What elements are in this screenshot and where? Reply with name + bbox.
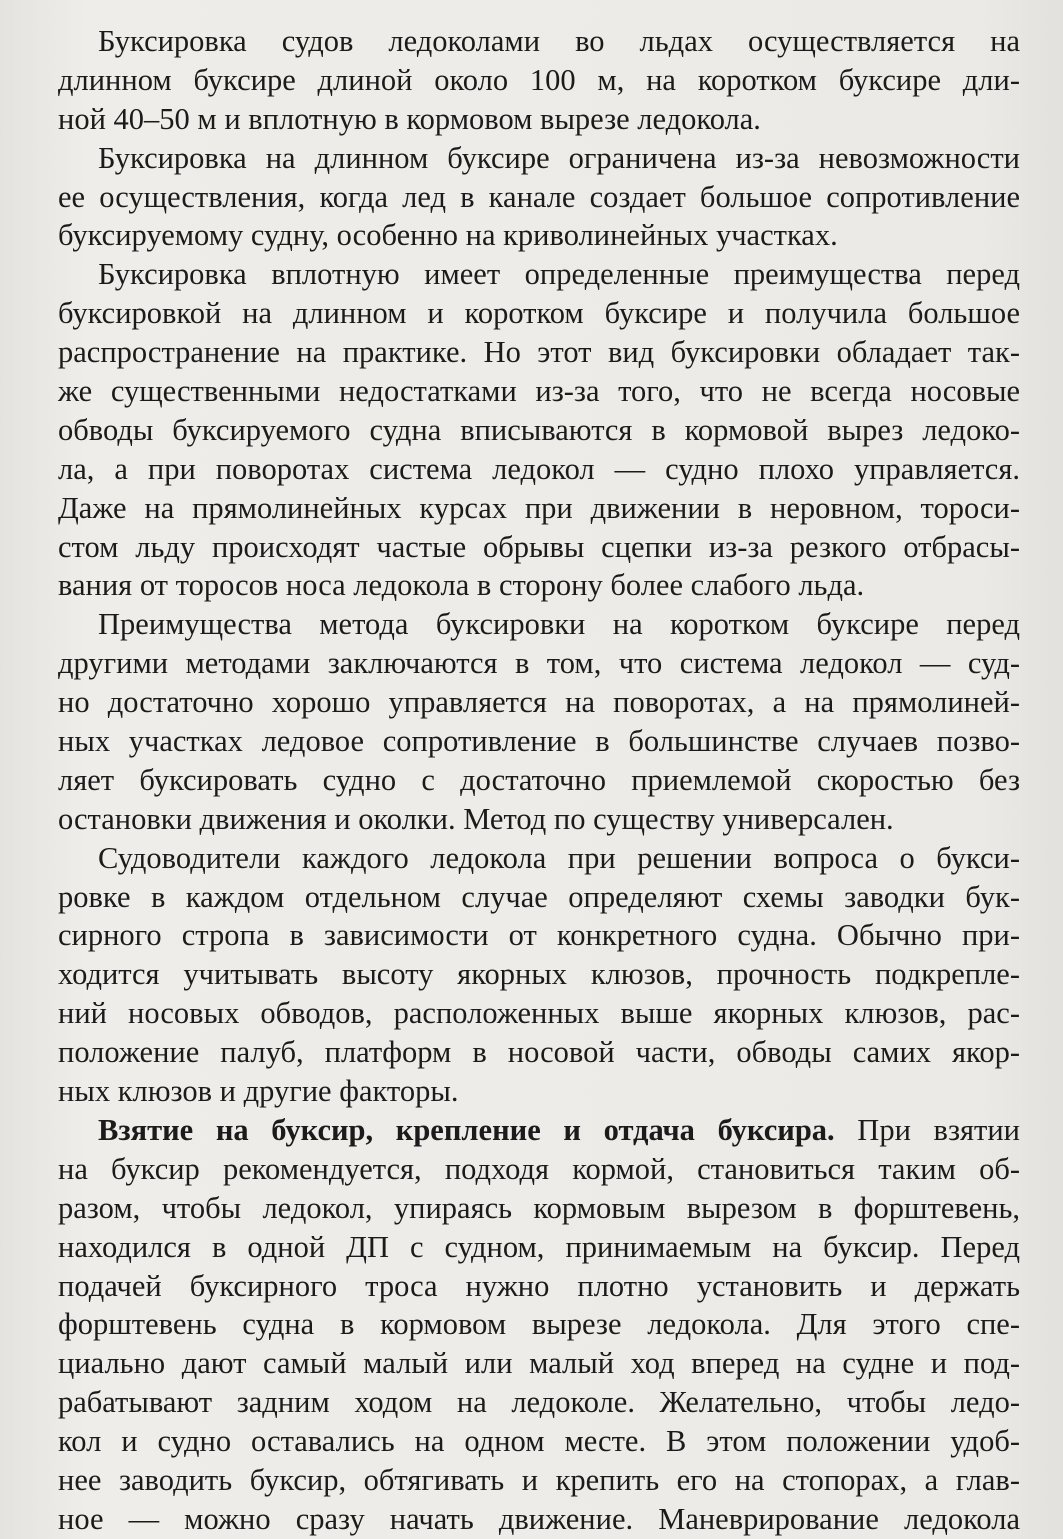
paragraph-3 (58, 255, 1020, 605)
text-line: ла, а при поворотах система ледокол — судно плохо управляется. (58, 451, 1020, 486)
text-line: Буксировка вплотную имеет определенные преимущества перед (98, 257, 1020, 292)
text-line: длинном буксире длиной около 100 м, на коротком буксире дли- (58, 62, 1020, 97)
text-line: кол и судно оставались на одном месте. В этом положении удоб- (58, 1424, 1020, 1459)
text-line: Даже на прямолинейных курсах при движении в неровном, тороси- (58, 490, 1020, 525)
text-line: циально дают самый малый или малый ход вперед на судне и под- (58, 1346, 1020, 1381)
text-line: подачей буксирного троса нужно плотно установить и держать (58, 1268, 1020, 1303)
text-line: Преимущества метода буксировки на коротком буксире перед (98, 607, 1020, 642)
paragraph-4 (58, 605, 1020, 838)
text-line: ное — можно сразу начать движение. Маневрирование ледокола (58, 1501, 1020, 1536)
text-line: сирного стропа в зависимости от конкретного судна. Обычно при- (58, 918, 1020, 953)
text-fragment: При взятии (834, 1112, 1020, 1147)
text-line: ных клюзов и другие факторы. (58, 1074, 459, 1109)
text-line-with-heading (58, 1111, 1020, 1150)
text-line: обводы буксируемого судна вписываются в кормовой вырез ледоко- (58, 412, 1020, 447)
text-line: форштевень судна в кормовом вырезе ледокола. Для этого спе- (58, 1307, 1020, 1342)
paragraph-1 (58, 22, 1020, 139)
text-line: Буксировка на длинном буксире ограничена из-за невозможности (98, 140, 1020, 175)
text-line: другими методами заключаются в том, что система ледокол — суд- (58, 646, 1020, 681)
document-page (58, 22, 1020, 1536)
text-line: буксируемому судну, особенно на криволинейных участках. (58, 218, 838, 253)
text-line: остановки движения и околки. Метод по существу универсален. (58, 801, 894, 836)
text-line: ровке в каждом отдельном случае определяют схемы заводки бук- (58, 879, 1020, 914)
text-line: но достаточно хорошо управляется на поворотах, а на прямолиней- (58, 685, 1020, 720)
text-line: находился в одной ДП с судном, принимаемым на буксир. Перед (58, 1229, 1020, 1264)
paragraph-2 (58, 139, 1020, 256)
text-line: на буксир рекомендуется, подходя кормой, становиться таким об- (58, 1151, 1020, 1186)
text-line: ляет буксировать судно с достаточно приемлемой скоростью без (58, 762, 1020, 797)
text-line: буксировкой на длинном и коротком буксире и получила большое (58, 296, 1020, 331)
text-line: распространение на практике. Но этот вид буксировки обладает так- (58, 335, 1020, 370)
text-line: же существенными недостатками из-за того, что не всегда носовые (58, 374, 1020, 409)
text-line: стом льду происходят частые обрывы сцепки из-за резкого отбрасы- (58, 529, 1020, 564)
section-heading: Взятие на буксир, крепление и отдача буксира. (98, 1112, 835, 1147)
text-line: ее осуществления, когда лед в канале создает большое сопротивление (58, 179, 1020, 214)
text-line: нее заводить буксир, обтягивать и крепить его на стопорах, а глав- (58, 1462, 1020, 1497)
text-line: положение палуб, платформ в носовой части, обводы самих якор- (58, 1035, 1020, 1070)
text-line: ной 40–50 м и вплотную в кормовом вырезе ледокола. (58, 101, 761, 136)
paragraph-5 (58, 839, 1020, 1111)
text-line: ний носовых обводов, расположенных выше якорных клюзов, рас- (58, 996, 1020, 1031)
text-line: Буксировка судов ледоколами во льдах осуществляется на (98, 24, 1020, 58)
text-line: ходится учитывать высоту якорных клюзов, прочность подкрепле- (58, 957, 1020, 992)
text-line: рабатывают задним ходом на ледоколе. Желательно, чтобы ледо- (58, 1385, 1020, 1420)
text-line: ных участках ледовое сопротивление в большинстве случаев позво- (58, 724, 1020, 759)
text-line: разом, чтобы ледокол, упираясь кормовым вырезом в форштевень, (58, 1190, 1020, 1225)
text-line: вания от торосов носа ледокола в сторону более слабого льда. (58, 568, 865, 603)
text-line: Судоводители каждого ледокола при решении вопроса о букси- (98, 840, 1020, 875)
paragraph-6 (58, 1111, 1020, 1539)
